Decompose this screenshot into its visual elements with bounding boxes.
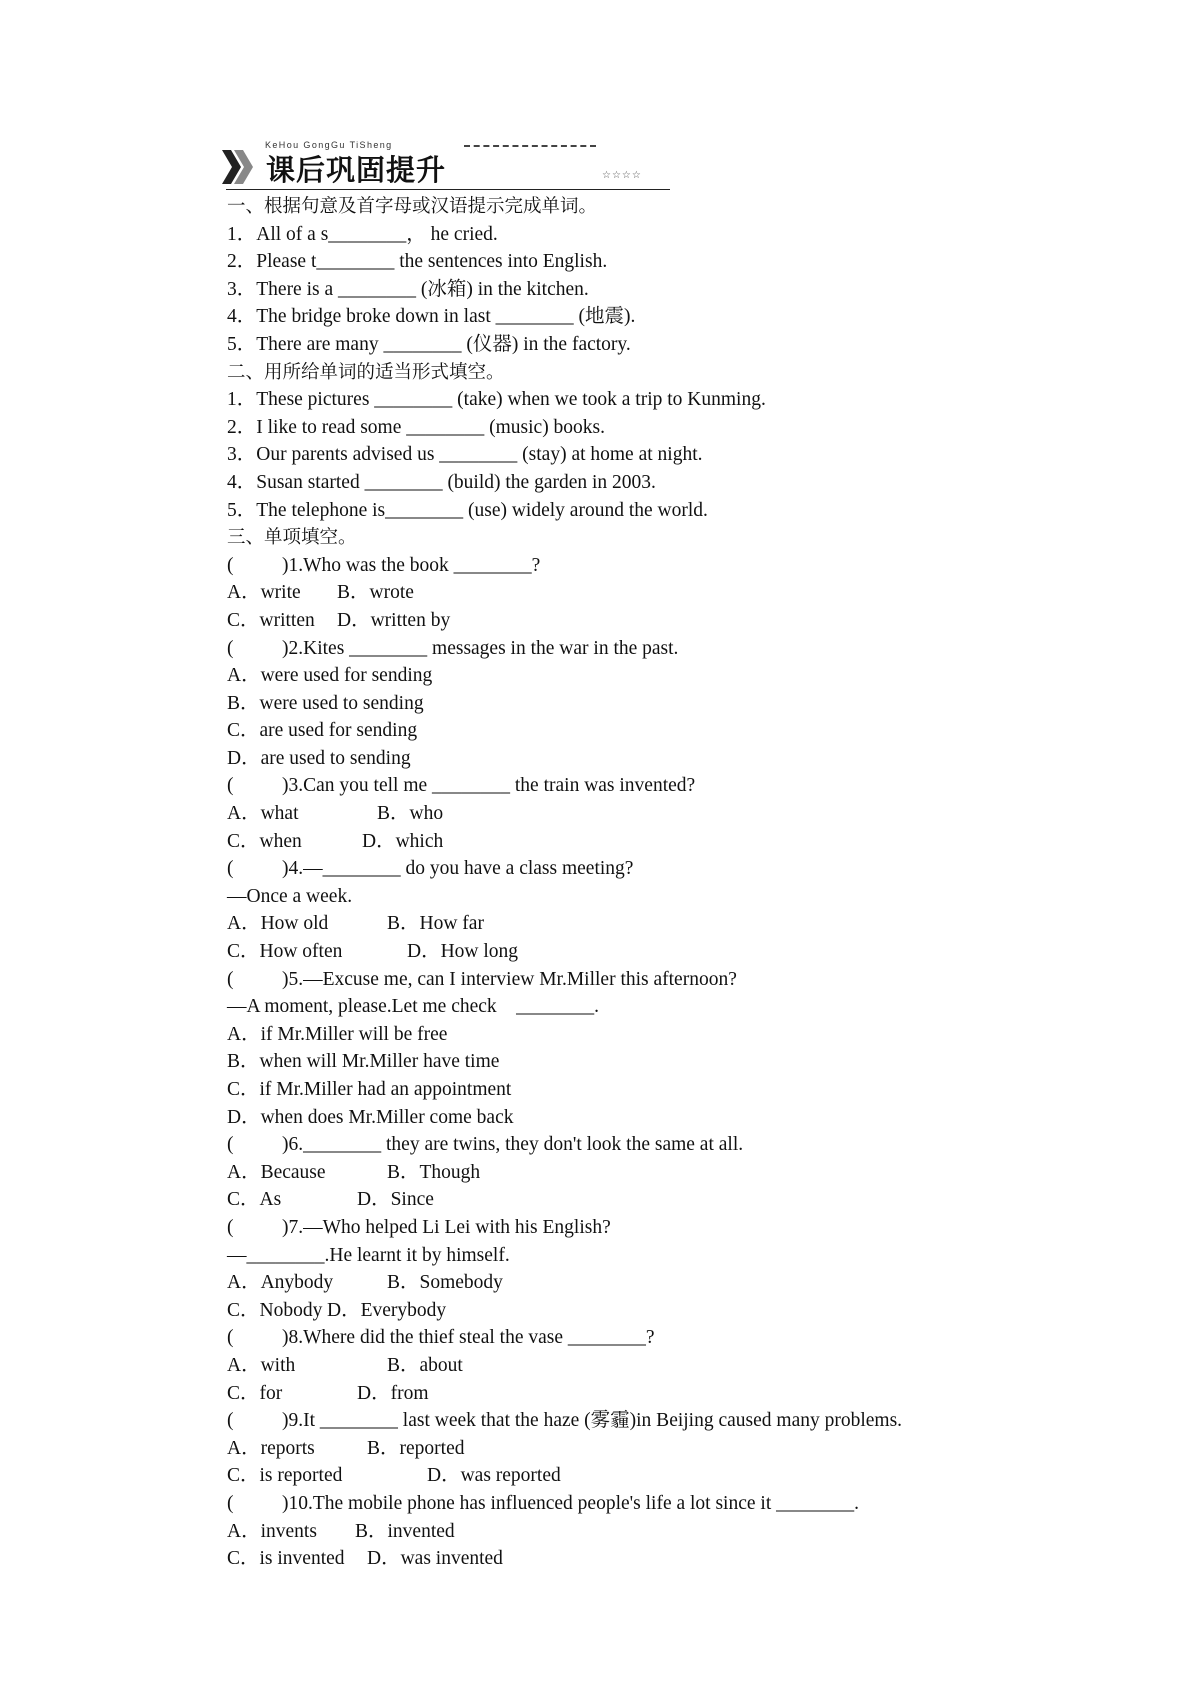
option: C．is reported xyxy=(227,1465,343,1487)
fill-in-item: 5．There are many ________ (仪器) in the factory. xyxy=(227,333,631,355)
answer-paren: ( xyxy=(227,968,234,990)
option: A．How old xyxy=(227,913,329,935)
header-dash-line xyxy=(464,145,596,147)
question-text: )4.—________ do you have a class meeting? xyxy=(282,858,634,880)
answer-paren: ( xyxy=(227,1410,234,1432)
question-text: )7.—Who helped Li Lei with his English? xyxy=(282,1216,611,1238)
option-row xyxy=(227,1352,1187,1380)
option-row xyxy=(227,1380,1187,1408)
option: A．Anybody xyxy=(227,1272,334,1294)
answer-paren: ( xyxy=(227,775,234,797)
fill-in-item: 5．The telephone is________ (use) widely around the world. xyxy=(227,499,708,521)
answer-paren: ( xyxy=(227,554,234,576)
option: C．Nobody xyxy=(227,1299,323,1321)
question-stem xyxy=(227,1407,1187,1435)
option: D．which xyxy=(362,830,444,852)
fill-in-item: 2．I like to read some ________ (music) books. xyxy=(227,416,606,438)
header-title: 课后巩固提升 xyxy=(266,153,447,187)
question-stem xyxy=(227,772,1187,800)
option: B．reported xyxy=(367,1437,465,1459)
option: A．Because xyxy=(227,1161,326,1183)
option: B．who xyxy=(377,803,444,825)
question-text: )8.Where did the thief steal the vase ________? xyxy=(282,1327,655,1349)
option: D．How long xyxy=(407,941,519,963)
answer-paren: ( xyxy=(227,858,234,880)
question-text: )6.________ they are twins, they don't look the same at all. xyxy=(282,1134,744,1156)
question-stem xyxy=(227,1324,1187,1352)
section-title: 三、单项填空。 xyxy=(227,527,357,549)
question-text: )5.—Excuse me, can I interview Mr.Miller this afternoon? xyxy=(282,968,737,990)
answer-paren: ( xyxy=(227,1492,234,1514)
option-row xyxy=(227,579,1187,607)
worksheet-content xyxy=(227,193,1187,1573)
option: B．Somebody xyxy=(387,1272,503,1294)
option: A．if Mr.Miller will be free xyxy=(227,1023,448,1045)
fill-in-item: 1．All of a s________， he cried. xyxy=(227,223,498,245)
option: C．when xyxy=(227,830,302,852)
option: D．Since xyxy=(357,1189,434,1211)
question-stem xyxy=(227,552,1187,580)
option-row xyxy=(227,1462,1187,1490)
option-row xyxy=(227,828,1187,856)
option: D．Everybody xyxy=(327,1299,447,1321)
section-title: 二、用所给单词的适当形式填空。 xyxy=(227,361,505,383)
option-row xyxy=(227,1545,1187,1573)
difficulty-stars: ☆☆☆☆ xyxy=(602,170,642,181)
option-row xyxy=(227,1518,1187,1546)
question-stem xyxy=(227,1131,1187,1159)
option-row xyxy=(227,910,1187,938)
option: B．How far xyxy=(387,913,484,935)
option: B．Though xyxy=(387,1161,481,1183)
dialogue-line: —A moment, please.Let me check ________. xyxy=(227,996,600,1018)
option: C．are used for sending xyxy=(227,720,418,742)
answer-paren: ( xyxy=(227,1134,234,1156)
dialogue-line: —________.He learnt it by himself. xyxy=(227,1244,510,1266)
option: D．was reported xyxy=(427,1465,561,1487)
question-stem xyxy=(227,1214,1187,1242)
section-title: 一、根据句意及首字母或汉语提示完成单词。 xyxy=(227,196,598,217)
option: A．what xyxy=(227,803,299,825)
option: C．How often xyxy=(227,941,343,963)
fill-in-item: 4．The bridge broke down in last ________ (地震). xyxy=(227,306,636,328)
question-text: )1.Who was the book ________? xyxy=(282,554,541,576)
option-row xyxy=(227,1186,1187,1214)
option-row xyxy=(227,1435,1187,1463)
option-row xyxy=(227,800,1187,828)
option: C．for xyxy=(227,1382,283,1404)
option: D．are used to sending xyxy=(227,747,411,769)
option-row xyxy=(227,1297,1187,1325)
option: A．invents xyxy=(227,1520,317,1542)
option: D．written by xyxy=(337,609,451,631)
option-row xyxy=(227,607,1187,635)
dialogue-line: —Once a week. xyxy=(227,885,353,907)
question-stem xyxy=(227,855,1187,883)
question-text: )3.Can you tell me ________ the train was invented? xyxy=(282,775,696,797)
option: C．written xyxy=(227,609,315,631)
double-chevron-icon xyxy=(222,150,256,184)
option: A．with xyxy=(227,1354,296,1376)
question-text: )10.The mobile phone has influenced people's life a lot since it ________. xyxy=(282,1492,859,1514)
option: D．was invented xyxy=(367,1548,503,1570)
question-stem xyxy=(227,635,1187,663)
fill-in-item: 3．There is a ________ (冰箱) in the kitchen. xyxy=(227,278,589,300)
option: C．As xyxy=(227,1189,282,1211)
question-stem xyxy=(227,1490,1187,1518)
option: C．is invented xyxy=(227,1548,345,1570)
option: B．were used to sending xyxy=(227,692,424,714)
option: D．when does Mr.Miller come back xyxy=(227,1106,514,1128)
section-header xyxy=(222,140,670,192)
option: B．about xyxy=(387,1354,463,1376)
header-rule xyxy=(226,189,670,190)
answer-paren: ( xyxy=(227,1216,234,1238)
question-text: )9.It ________ last week that the haze (雾霾)in Beijing caused many problems. xyxy=(282,1410,903,1432)
option: A．were used for sending xyxy=(227,665,433,687)
header-pinyin: KeHou GongGu TiSheng xyxy=(265,140,393,150)
option: B．when will Mr.Miller have time xyxy=(227,1051,500,1073)
option-row xyxy=(227,1159,1187,1187)
option: D．from xyxy=(357,1382,429,1404)
answer-paren: ( xyxy=(227,1327,234,1349)
option: B．wrote xyxy=(337,582,414,604)
question-text: )2.Kites ________ messages in the war in the past. xyxy=(282,637,679,659)
option-row xyxy=(227,1269,1187,1297)
option: C．if Mr.Miller had an appointment xyxy=(227,1079,512,1100)
answer-paren: ( xyxy=(227,637,234,659)
option-row xyxy=(227,938,1187,966)
fill-in-item: 3．Our parents advised us ________ (stay) at home at night. xyxy=(227,444,703,466)
option: A．reports xyxy=(227,1437,315,1459)
fill-in-item: 4．Susan started ________ (build) the garden in 2003. xyxy=(227,471,656,493)
option: A．write xyxy=(227,582,301,604)
option: B．invented xyxy=(355,1520,455,1542)
fill-in-item: 2．Please t________ the sentences into English. xyxy=(227,251,608,273)
fill-in-item: 1．These pictures ________ (take) when we took a trip to Kunming. xyxy=(227,389,766,411)
question-stem xyxy=(227,966,1187,994)
